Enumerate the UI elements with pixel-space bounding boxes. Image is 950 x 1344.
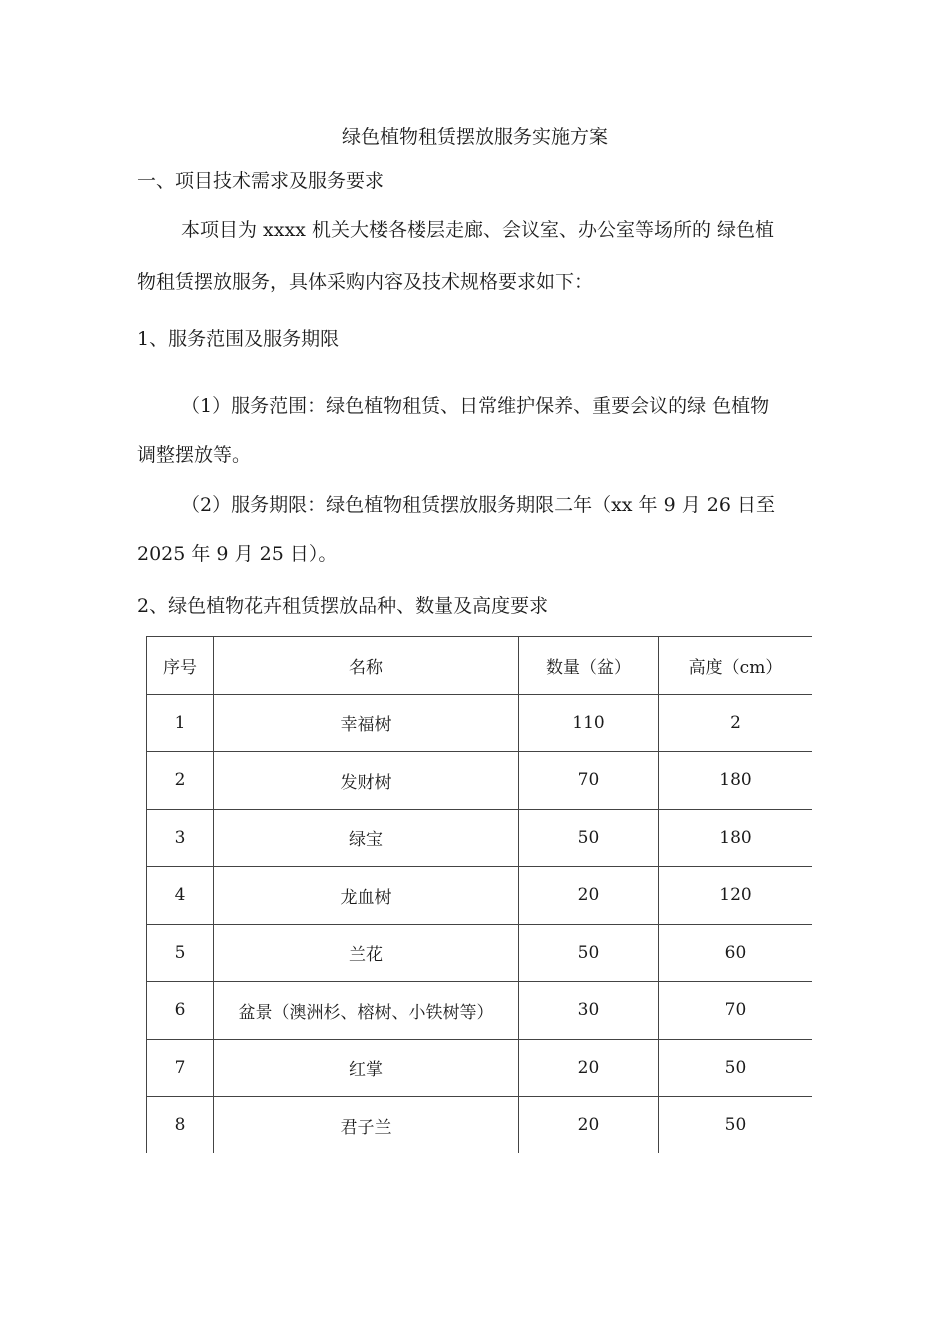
cell-quantity: 70 [519,752,659,810]
scope-paragraph-line-2: 调整摆放等。 [137,444,252,466]
subheading-plant-requirements: 2、绿色植物花卉租赁摆放品种、数量及高度要求 [137,595,549,617]
cell-quantity: 20 [519,1039,659,1097]
cell-name: 发财树 [214,752,519,810]
table-row [147,809,813,867]
cell-index: 5 [147,924,214,982]
cell-name: 幸福树 [214,694,519,752]
cell-height: 180 [659,809,813,867]
table-row [147,924,813,982]
cell-height: 60 [659,924,813,982]
cell-index: 8 [147,1097,214,1155]
table-row [147,982,813,1040]
cell-height: 50 [659,1039,813,1097]
table-row [147,1097,813,1155]
plant-requirements-table [146,636,812,1154]
intro-paragraph-line-2: 物租赁摆放服务，具体采购内容及技术规格要求如下： [137,271,594,293]
table-row [147,694,813,752]
cell-height: 70 [659,982,813,1040]
cell-index: 3 [147,809,214,867]
plant-table-container [146,636,812,1154]
table-row [147,867,813,925]
cell-index: 4 [147,867,214,925]
header-name: 名称 [214,637,519,695]
scope-paragraph-line-1: （1）服务范围：绿色植物租赁、日常维护保养、重要会议的绿 色植物 [181,395,770,417]
cell-height: 2 [659,694,813,752]
period-paragraph-line-1: （2）服务期限：绿色植物租赁摆放服务期限二年（xx 年 9 月 26 日至 [181,494,775,516]
cell-index: 7 [147,1039,214,1097]
header-quantity: 数量（盆） [519,637,659,695]
cell-index: 1 [147,694,214,752]
cell-name: 兰花 [214,924,519,982]
header-height: 高度（cm） [659,637,813,695]
cell-name: 盆景（澳洲杉、榕树、小铁树等） [214,982,519,1040]
document-title: 绿色植物租赁摆放服务实施方案 [341,126,608,148]
table-header-row [147,637,813,695]
table-row [147,752,813,810]
page-break-mask [140,1153,820,1161]
header-index: 序号 [147,637,214,695]
cell-index: 6 [147,982,214,1040]
period-paragraph-line-2: 2025 年 9 月 25 日）。 [137,543,338,565]
cell-quantity: 20 [519,1097,659,1155]
cell-name: 君子兰 [214,1097,519,1155]
subheading-scope-period: 1、服务范围及服务期限 [137,328,340,350]
intro-paragraph-line-1: 本项目为 xxxx 机关大楼各楼层走廊、会议室、办公室等场所的 绿色植 [181,219,774,241]
cell-height: 120 [659,867,813,925]
cell-index: 2 [147,752,214,810]
cell-quantity: 50 [519,809,659,867]
cell-quantity: 50 [519,924,659,982]
cell-quantity: 110 [519,694,659,752]
section-heading-requirements: 一、项目技术需求及服务要求 [137,170,385,192]
cell-name: 绿宝 [214,809,519,867]
table-row [147,1039,813,1097]
cell-quantity: 30 [519,982,659,1040]
cell-name: 龙血树 [214,867,519,925]
cell-height: 50 [659,1097,813,1155]
cell-name: 红掌 [214,1039,519,1097]
cell-height: 180 [659,752,813,810]
cell-quantity: 20 [519,867,659,925]
